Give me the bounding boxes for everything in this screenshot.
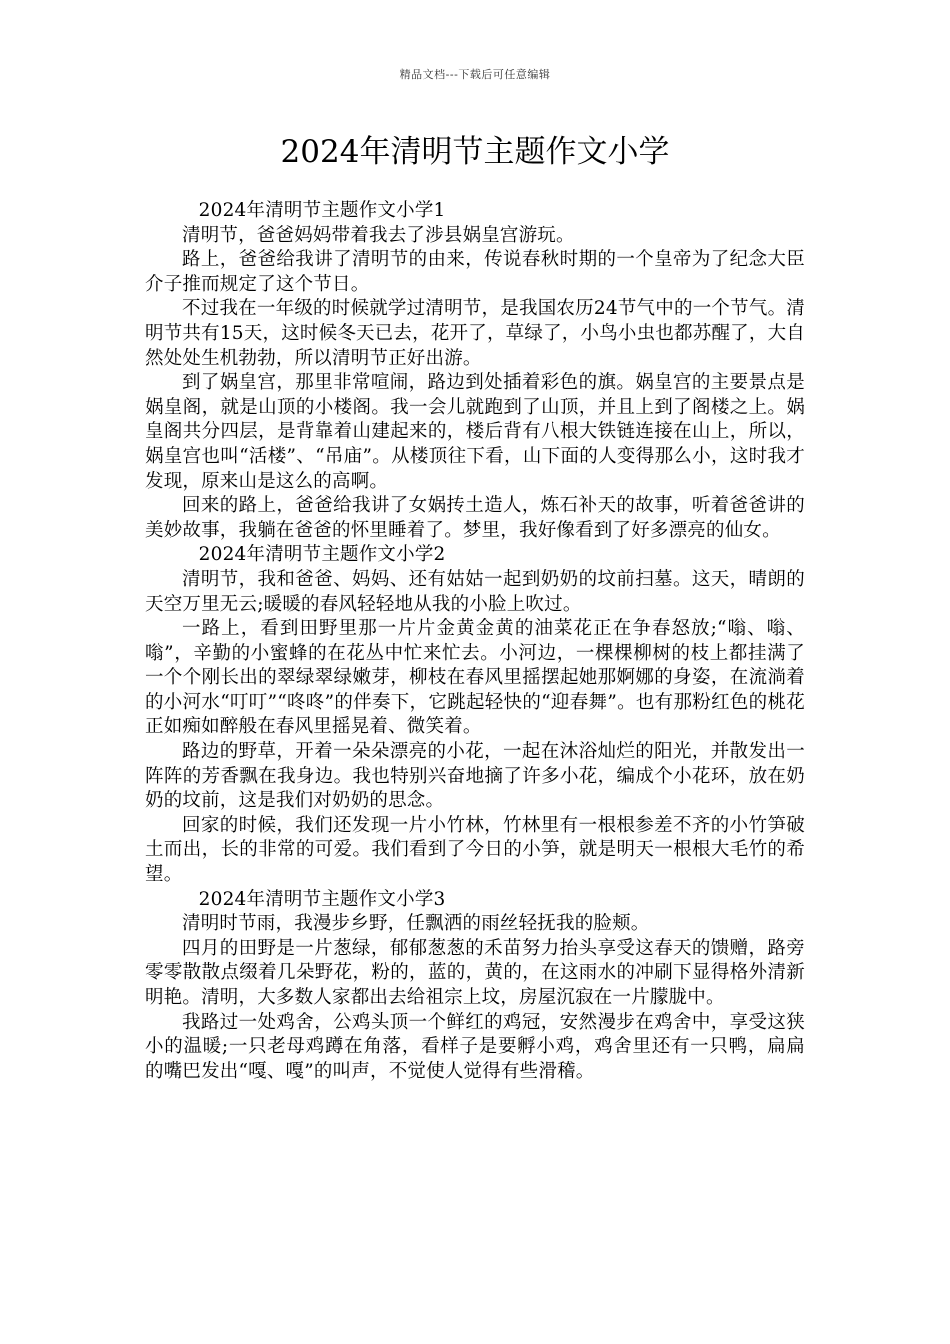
section-heading: 2024年清明节主题作文小学2 <box>198 544 446 566</box>
paragraph: 清明节，我和爸爸、妈妈、还有姑姑一起到奶奶的坟前扫墓。这天，晴朗的天空万里无云;暖暖的春风轻轻地从我的小脸上吹过。 <box>145 568 805 615</box>
paragraph: 一路上，看到田野里那一片片金黄金黄的油菜花正在争春怒放;“嗡、嗡、嗡”，辛勤的小蜜蜂的在花丛中忙来忙去。小河边，一棵棵柳树的枝上都挂满了一个个刚长出的翠绿翠绿嫩芽，柳枝在春风里摇摆起她那婀娜的身姿，在流淌着的小河水“叮叮”“咚咚”的伴奏下，它跳起轻快的“迎春舞”。也有那粉红色的桃花正如痴如醉般在春风里摇晃着、微笑着。 <box>145 618 805 738</box>
paragraph: 路上，爸爸给我讲了清明节的由来，传说春秋时期的一个皇帝为了纪念大臣介子推而规定了这个节日。 <box>145 249 805 295</box>
page-title: 2024年清明节主题作文小学 <box>280 134 670 170</box>
section-heading: 2024年清明节主题作文小学1 <box>198 200 446 221</box>
header-note: 精品文档---下载后可任意编辑 <box>399 68 551 81</box>
paragraph: 清明节，爸爸妈妈带着我去了涉县娲皇宫游玩。 <box>182 224 575 246</box>
paragraph: 回家的时候，我们还发现一片小竹林，竹林里有一根根参差不齐的小竹笋破土而出，长的非常的可爱。我们看到了今日的小笋，就是明天一根根大毛竹的希望。 <box>145 814 805 886</box>
paragraph: 不过我在一年级的时候就学过清明节，是我国农历24节气中的一个节气。清明节共有15天，这时候冬天已去，花开了，草绿了，小鸟小虫也都苏醒了，大自然处处生机勃勃，所以清明节正好出游。 <box>145 298 805 369</box>
paragraph: 清明时节雨，我漫步乡野，任飘洒的雨丝轻抚我的脸颊。 <box>182 913 650 935</box>
paragraph: 路边的野草，开着一朵朵漂亮的小花，一起在沐浴灿烂的阳光，并散发出一阵阵的芳香飘在我身边。我也特别兴奋地摘了许多小花，编成个小花环，放在奶奶的坟前，这是我们对奶奶的思念。 <box>145 741 805 812</box>
paragraph: 到了娲皇宫，那里非常喧闹，路边到处插着彩色的旗。娲皇宫的主要景点是娲皇阁，就是山顶的小楼阁。我一会儿就跑到了山顶，并且上到了阁楼之上。娲皇阁共分四层，是背靠着山建起来的，楼后背有八根大铁链连接在山上，所以，娲皇宫也叫“活楼”、“吊庙”。从楼顶往下看，山下面的人变得那么小，这时我才发现，原来山是这么的高啊。 <box>145 372 805 492</box>
section-heading: 2024年清明节主题作文小学3 <box>198 888 446 910</box>
paragraph: 回来的路上，爸爸给我讲了女娲抟土造人，炼石补天的故事，听着爸爸讲的美妙故事，我躺在爸爸的怀里睡着了。梦里，我好像看到了好多漂亮的仙女。 <box>145 495 805 541</box>
article-body <box>145 199 805 1084</box>
paragraph: 四月的田野是一片葱绿，郁郁葱葱的禾苗努力抬头享受这春天的馈赠，路旁零零散散点缀着几朵野花，粉的，蓝的，黄的，在这雨水的冲刷下显得格外清新明艳。清明，大多数人家都出去给祖宗上坟，房屋沉寂在一片朦胧中。 <box>145 937 805 1008</box>
paragraph: 我路过一处鸡舍，公鸡头顶一个鲜红的鸡冠，安然漫步在鸡舍中，享受这狭小的温暖;一只老母鸡蹲在角落，看样子是要孵小鸡，鸡舍里还有一只鸭，扁扁的嘴巴发出“嘎、嘎”的叫声，不觉使人觉得有些滑稽。 <box>145 1011 805 1082</box>
